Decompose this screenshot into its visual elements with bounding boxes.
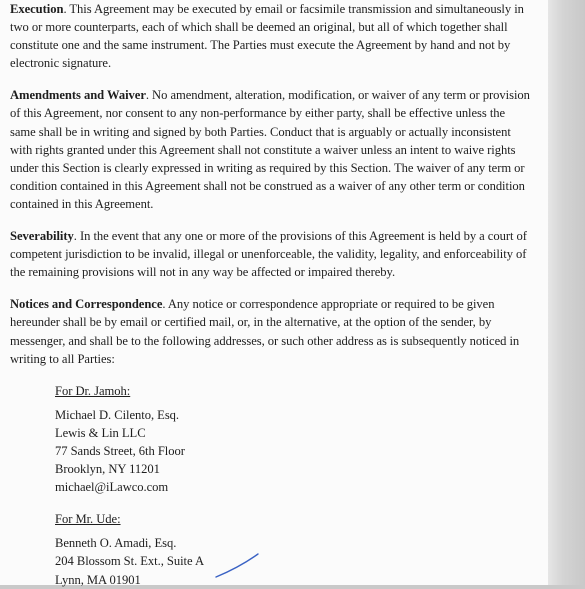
page-edge-shadow — [548, 0, 585, 585]
address-line: Michael D. Cilento, Esq. — [55, 407, 180, 422]
address-line: Lewis & Lin LLC — [55, 425, 146, 440]
section-text: . Any notice or correspondence appropriate or required to be given hereunder shall be by email or certified mail, or, in the alternative, at the option of the sender, by messenger, and shall be to the following addresses, or such other address as is subsequently noticed in writing to all Parties: — [10, 297, 520, 366]
address-recipient-label: For Mr. Ude: — [55, 512, 121, 527]
address-line: Brooklyn, NY 11201 — [55, 462, 160, 477]
address-line: Lynn, MA 01901 — [55, 572, 141, 587]
section-text: . No amendment, alteration, modification, or waiver of any term or provision of this Agreement, nor consent to any non-performance by either party, shall be effective unless the same shall be in writing and signed by both Parties. Conduct that is arguably or actually inconsistent with rights granted under this Agreement shall not constitute a waiver unless an intent to waive rights under this Section is clearly expressed in writing as required by this Section. The waiver of any term or condition contained in this Agreement shall not be construed as a waiver of any other term or condition contained in this Agreement. — [10, 88, 530, 211]
section-heading: Notices and Correspondence — [10, 297, 163, 312]
section-heading: Severability — [10, 229, 74, 244]
pen-stroke-line — [216, 554, 258, 577]
address-line: 204 Blossom St. Ext., Suite A — [55, 554, 204, 569]
section-heading: Execution — [10, 2, 64, 16]
address-line: Benneth O. Amadi, Esq. — [55, 536, 177, 551]
address-line: 77 Sands Street, 6th Floor — [55, 443, 185, 458]
address-recipient-label: For Dr. Jamoh: — [55, 383, 131, 398]
address-email: michael@iLawco.com — [55, 480, 169, 495]
section-text: . This Agreement may be executed by email or facsimile transmission and simultaneously in two or more counterparts, each of which shall be deemed an original, but all of which together shall constitute one and the same instrument. The Parties must execute the Agreement by hand and not by electronic signature. — [10, 2, 524, 71]
section-heading: Amendments and Waiver — [10, 88, 146, 103]
section-text: . In the event that any one or more of the provisions of this Agreement is held by a court of competent jurisdiction to be invalid, illegal or unenforceable, the validity, legality, and enforceability of the remaining provisions will not in any way be affected or impaired thereby. — [10, 229, 527, 280]
